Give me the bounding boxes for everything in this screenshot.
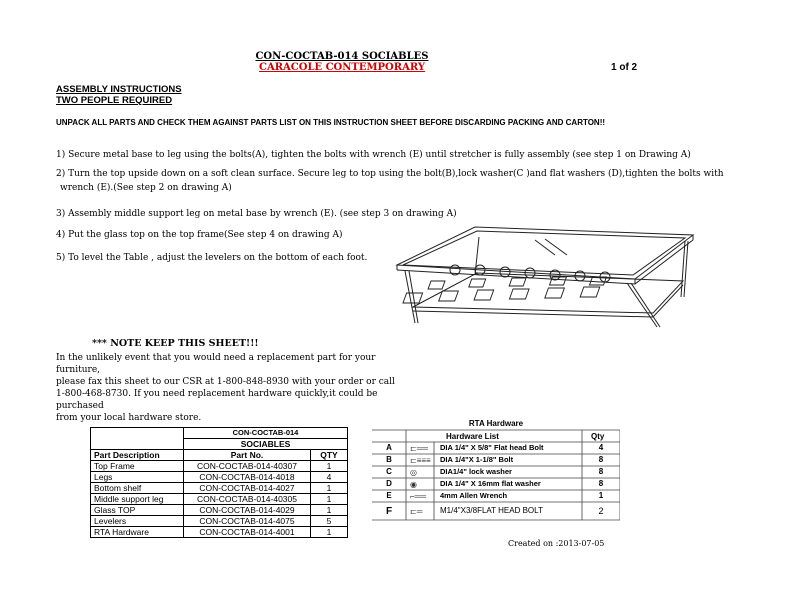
header-part-description: Part Description xyxy=(91,450,184,461)
part-no: CON-COCTAB-014-4029 xyxy=(184,505,311,516)
hardware-list xyxy=(372,419,620,523)
hardware-desc: DIA 1/4" X 16mm flat washer xyxy=(440,479,541,488)
hardware-letter: A xyxy=(386,443,392,452)
hardware-row xyxy=(372,490,620,502)
step-4: 4) Put the glass top on the top frame(See step 4 on drawing A) xyxy=(56,230,343,240)
note-line: In the unlikely event that you would need a replacement part for your furniture, xyxy=(56,353,376,375)
hardware-qty: 8 xyxy=(598,479,604,488)
hardware-qty: 1 xyxy=(598,491,604,500)
hardware-title: RTA Hardware xyxy=(468,419,524,428)
table-cell xyxy=(91,439,184,450)
allen-wrench-icon: ⌐══ xyxy=(410,492,427,501)
step-3: 3) Assembly middle support leg on metal base by wrench (E). (see step 3 on drawing A) xyxy=(56,209,457,219)
part-no: CON-COCTAB-014-4075 xyxy=(184,516,311,527)
bolt-icon: ⊏══ xyxy=(410,444,429,453)
part-no: CON-COCTAB-014-4027 xyxy=(184,483,311,494)
part-description: Levelers xyxy=(91,516,184,527)
part-qty: 1 xyxy=(311,483,348,494)
part-qty: 1 xyxy=(311,505,348,516)
people-required: TWO PEOPLE REQUIRED xyxy=(56,95,173,106)
part-qty: 1 xyxy=(311,461,348,472)
table-row xyxy=(91,494,348,505)
table-row xyxy=(91,516,348,527)
step-2-cont: wrench (E).(See step 2 on drawing A) xyxy=(60,183,232,193)
hardware-letter: E xyxy=(386,491,392,500)
part-no: CON-COCTAB-014-40305 xyxy=(184,494,311,505)
step-5: 5) To level the Table , adjust the levelers on the bottom of each foot. xyxy=(56,253,368,263)
part-description: Top Frame xyxy=(91,461,184,472)
part-qty: 1 xyxy=(311,527,348,538)
hardware-letter: C xyxy=(386,467,392,476)
lock-washer-icon: ◎ xyxy=(410,468,417,477)
table-cell xyxy=(91,428,184,439)
hardware-qty: 8 xyxy=(598,467,604,476)
note-line: 1-800-468-8730. If you need replacement hardware quickly,it could be purchased xyxy=(56,389,378,411)
hardware-row xyxy=(372,466,620,478)
flat-washer-icon: ◉ xyxy=(410,480,417,489)
table-row xyxy=(91,483,348,494)
long-bolt-icon: ⊏≡≡≡ xyxy=(410,456,431,465)
hardware-qty: 4 xyxy=(598,443,604,452)
parts-table xyxy=(90,427,348,538)
note-title: *** NOTE KEEP THIS SHEET!!! xyxy=(92,338,259,349)
header-part-no: Part No. xyxy=(184,450,311,461)
table-name: SOCIABLES xyxy=(184,439,348,450)
table-header-row xyxy=(91,450,348,461)
bolt-icon: ⊏═ xyxy=(410,507,423,516)
part-no: CON-COCTAB-014-4018 xyxy=(184,472,311,483)
hardware-list-header: Hardware List xyxy=(446,432,499,441)
part-no: CON-COCTAB-014-4001 xyxy=(184,527,311,538)
step-2: 2) Turn the top upside down on a soft clean surface. Secure leg to top using the bolt(B),lock washer(C )and flat washers (D),tighten the bolts with xyxy=(56,169,724,179)
hardware-desc: M1/4"X3/8FLAT HEAD BOLT xyxy=(440,506,543,515)
coffee-table-drawing xyxy=(395,215,695,340)
table-code: CON-COCTAB-014 xyxy=(184,428,348,439)
hardware-qty: 2 xyxy=(598,506,604,516)
note-line: please fax this sheet to our CSR at 1-800-848-8930 with your order or call xyxy=(56,377,395,387)
part-description: Glass TOP xyxy=(91,505,184,516)
page-number: 1 of 2 xyxy=(611,62,638,73)
hardware-row xyxy=(372,478,620,490)
hardware-desc: DIA 1/4" X 5/8" Flat head Bolt xyxy=(440,443,544,452)
part-description: Bottom shelf xyxy=(91,483,184,494)
created-date: Created on :2013-07-05 xyxy=(508,539,605,548)
part-qty: 4 xyxy=(311,472,348,483)
hardware-row xyxy=(372,454,620,466)
hardware-qty: 8 xyxy=(598,455,604,464)
hardware-desc: DIA 1/4"X 1-1/8" Bolt xyxy=(440,455,514,464)
part-qty: 1 xyxy=(311,494,348,505)
hardware-qty-header: Qty xyxy=(591,432,605,441)
step-1: 1) Secure metal base to leg using the bolts(A), tighten the bolts with wrench (E) until stretcher is fully assembly (see step 1 on Drawing A) xyxy=(56,150,691,160)
part-description: Middle support leg xyxy=(91,494,184,505)
header-qty: QTY xyxy=(311,450,348,461)
hardware-letter: F xyxy=(385,506,393,517)
hardware-letter: B xyxy=(386,455,392,464)
hardware-desc: 4mm Allen Wrench xyxy=(440,491,508,500)
part-no: CON-COCTAB-014-40307 xyxy=(184,461,311,472)
assembly-heading: ASSEMBLY INSTRUCTIONS xyxy=(56,84,182,95)
table-row xyxy=(91,428,348,439)
table-row xyxy=(91,472,348,483)
document-title: CON-COCTAB-014 SOCIABLES xyxy=(255,51,429,62)
note-line: from your local hardware store. xyxy=(56,413,202,423)
table-row xyxy=(91,505,348,516)
part-qty: 5 xyxy=(311,516,348,527)
table-row xyxy=(91,527,348,538)
note-body xyxy=(56,352,406,424)
table-row xyxy=(91,461,348,472)
part-description: RTA Hardware xyxy=(91,527,184,538)
hardware-desc: DIA1/4" lock washer xyxy=(440,467,512,476)
hardware-letter: D xyxy=(386,479,392,488)
hardware-row xyxy=(372,505,620,517)
unpack-notice: UNPACK ALL PARTS AND CHECK THEM AGAINST PARTS LIST ON THIS INSTRUCTION SHEET BEFORE DISCARDING PACKING AND CARTON!! xyxy=(56,118,606,127)
part-description: Legs xyxy=(91,472,184,483)
brand-title: CARACOLE CONTEMPORARY xyxy=(259,62,425,73)
hardware-row xyxy=(372,442,620,454)
table-row xyxy=(91,439,348,450)
